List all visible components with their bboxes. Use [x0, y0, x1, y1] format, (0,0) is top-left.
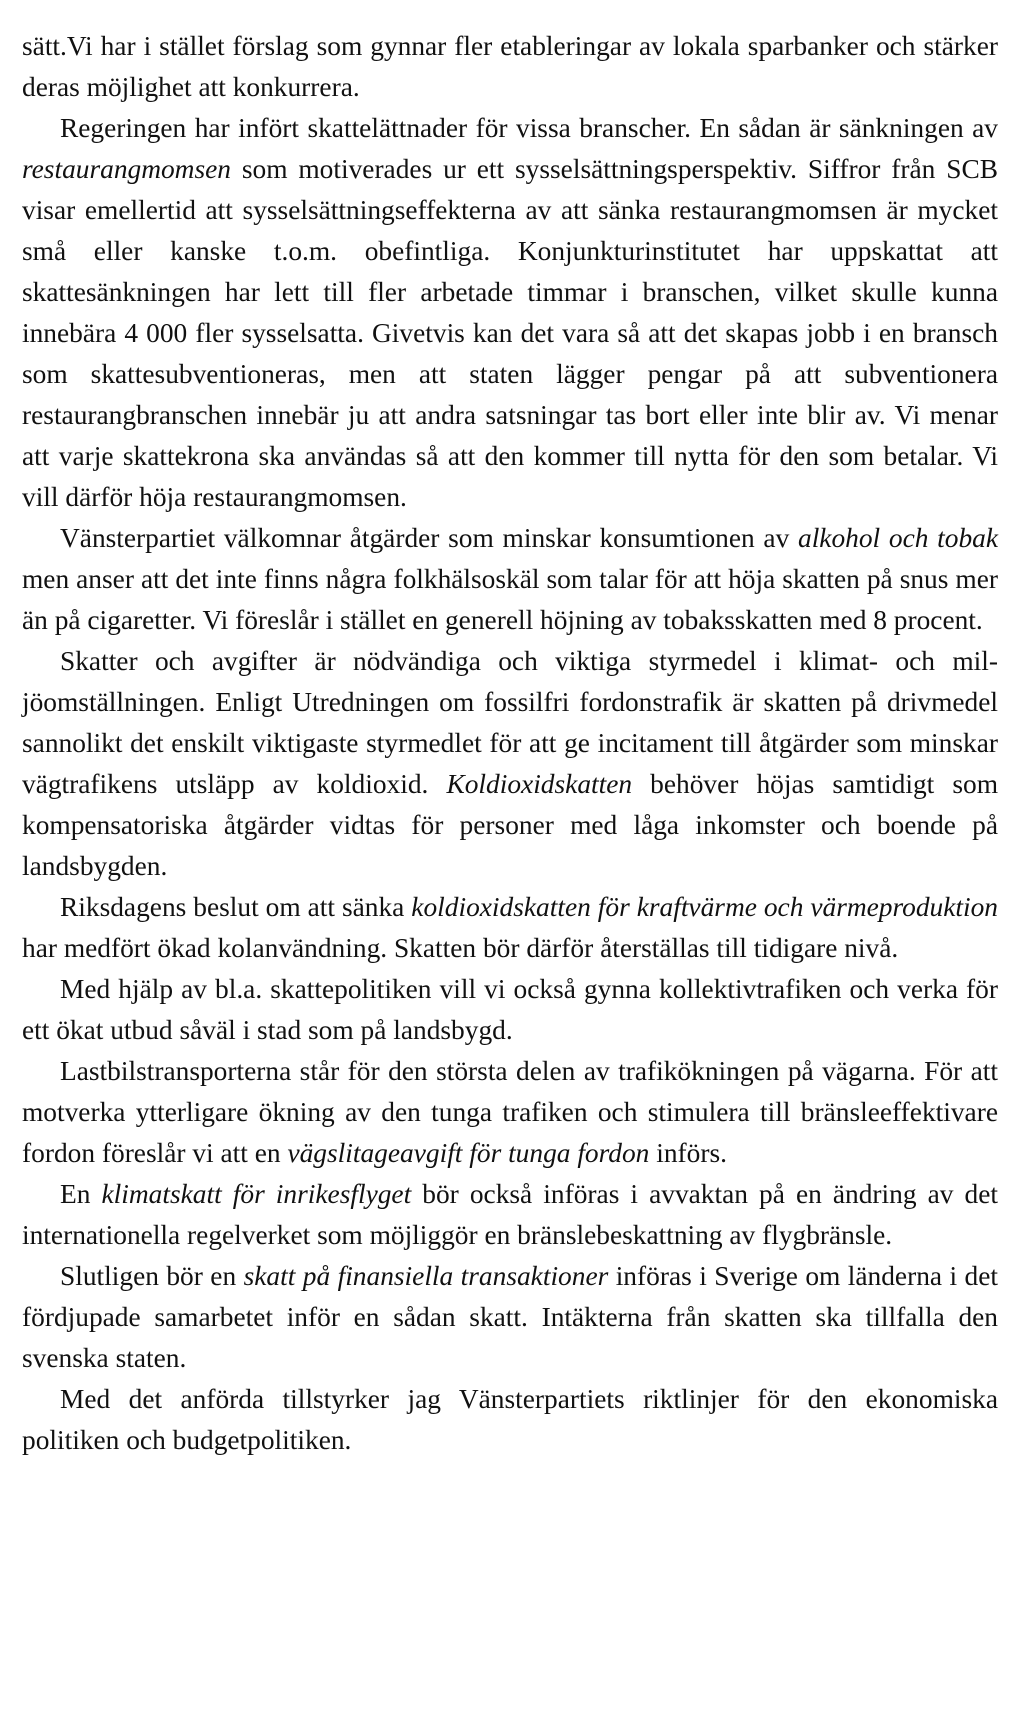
paragraph — [22, 969, 998, 1051]
paragraph — [22, 641, 998, 887]
text-run: En — [60, 1179, 102, 1209]
text-run: sätt.Vi har i stället förslag som gynnar fler etableringar av lokala sparbanker och stärker deras möjlighet att konkurrera. — [22, 31, 998, 102]
text-run: Regeringen har infört skattelättnader för vissa branscher. En sådan är sänkningen av — [60, 113, 998, 143]
text-run: behöver höjas samtidigt som kompensatoriska åtgärder vidtas för personer med låga inkomster och boende på landsbygden. — [22, 769, 998, 881]
text-run: bör också införas i avvaktan på en ändring av det internationella regelverket som möjliggör en bränslebeskattning av flygbränsle. — [22, 1179, 999, 1250]
italic-term: skatt på finansiella transaktioner — [243, 1261, 609, 1291]
italic-term: restaurangmomsen — [22, 154, 231, 184]
italic-term: koldioxidskatten för kraftvärme och värmeproduktion — [411, 892, 998, 922]
text-run: Med det anförda tillstyrker jag Vänsterpartiets riktlinjer för den ekonomiska politiken och budgetpolitiken. — [22, 1384, 998, 1455]
text-run: Riksdagens beslut om att sänka — [60, 892, 412, 922]
text-run: Vänsterpartiet välkomnar åtgärder som minskar konsumtionen av — [60, 523, 798, 553]
text-run: har medfört ökad kolanvändning. Skatten bör därför återställas till tidigare nivå. — [22, 933, 899, 963]
document-body — [22, 26, 998, 1461]
text-run: Lastbilstransporterna står för den största delen av trafikökningen på vägarna. För att motverka ytterligare ökning av den tunga trafiken och stimulera till bränsleeffektivare fordon föreslår vi att en — [22, 1056, 998, 1168]
paragraph — [22, 108, 998, 518]
paragraph — [22, 26, 998, 108]
text-run: införs. — [649, 1138, 727, 1168]
italic-term: Koldioxidskatten — [446, 769, 633, 799]
text-run: som motiverades ur ett sysselsättningsperspektiv. Siffror från SCB visar emellertid att sysselsättningseffekterna av att sänka restaurangmomsen är mycket små eller kanske t.o.m. obefintliga. Konjunkturinstitutet har uppskattat att skattesänkningen har lett till fler arbetade timmar i branschen, vilket skulle kunna innebära 4 000 fler sysselsatta. Givetvis kan det vara så att det skapas jobb i en bransch som skattesubventioneras, men att staten lägger pengar på att subventionera restaurangbranschen innebär ju att andra satsningar tas bort eller inte blir av. Vi menar att varje skattekrona ska användas så att den kommer till nytta för den som betalar. Vi vill därför höja restaurangmomsen. — [22, 154, 998, 512]
italic-term: vägslitageavgift för tunga fordon — [287, 1138, 650, 1168]
italic-term: alkohol och tobak — [798, 523, 998, 553]
text-run: Skatter och avgifter är nödvändiga och viktiga styrmedel i klimat- och miljöomställningen. Enligt Utredningen om fossilfri fordonstrafik är skatten på drivmedel sannolikt det enskilt viktigaste styrmedlet för att ge incitament till åtgärder som minskar vägtrafikens utsläpp av koldioxid. — [22, 646, 998, 799]
text-run: införas i Sverige om länderna i det fördjupade samarbetet inför en sådan skatt. Intäkterna från skatten ska tillfalla den svenska staten. — [22, 1261, 998, 1373]
text-run: Med hjälp av bl.a. skattepolitiken vill vi också gynna kollektivtrafiken och verka för ett ökat utbud såväl i stad som på landsbygd. — [22, 974, 998, 1045]
paragraph — [22, 887, 998, 969]
paragraph — [22, 1051, 998, 1174]
paragraph — [22, 1379, 998, 1461]
paragraph — [22, 1256, 998, 1379]
italic-term: klimatskatt för inrikesflyget — [101, 1179, 412, 1209]
paragraph — [22, 1174, 998, 1256]
text-run: men anser att det inte finns några folkhälsoskäl som talar för att höja skatten på snus mer än på cigaretter. Vi föreslår i stället en generell höjning av tobaksskatten med 8 procent. — [22, 564, 998, 635]
paragraph — [22, 518, 998, 641]
text-run: Slutligen bör en — [60, 1261, 244, 1291]
